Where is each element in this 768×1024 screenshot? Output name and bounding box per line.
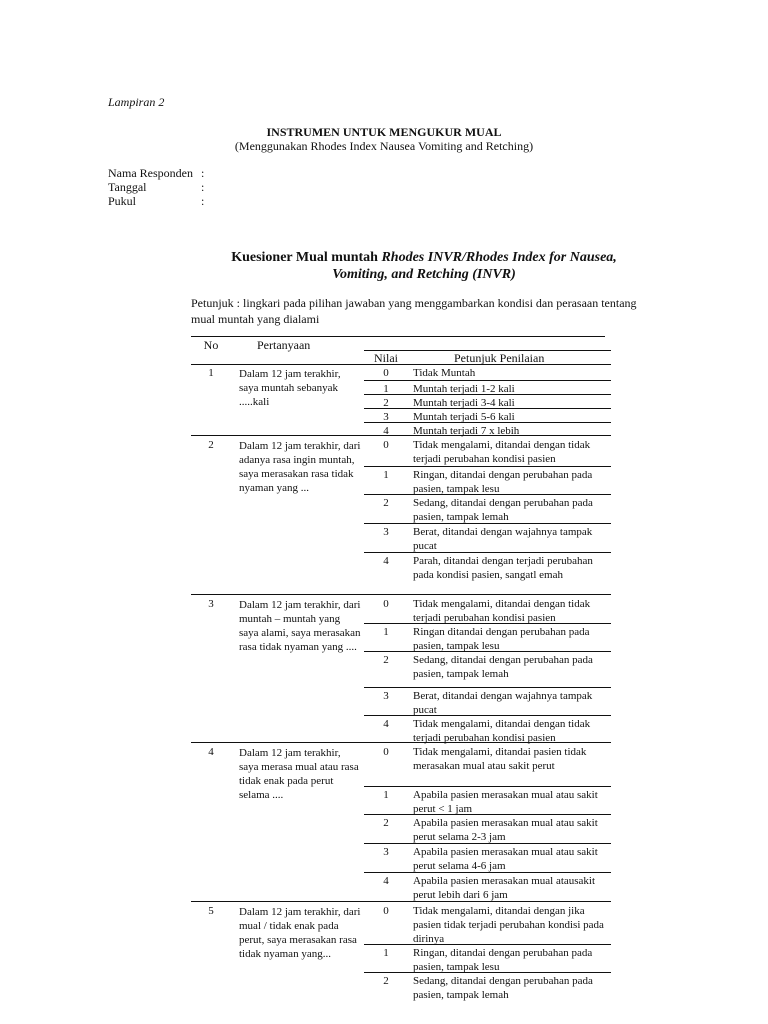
option-description: Sedang, ditandai dengan perubahan pada pasien, tampak lemah [413, 497, 593, 523]
option-description: Ringan ditandai dengan perubahan pada pasien, tampak lesu [413, 626, 590, 652]
questionnaire-title [160, 249, 688, 283]
option-description: Apabila pasien merasakan mual atau sakit perut selama 4-6 jam [413, 846, 598, 872]
option-score[interactable]: 0 [383, 439, 389, 451]
option-divider [364, 394, 611, 395]
option-divider [364, 814, 611, 815]
option-description: Apabila pasien merasakan mual atau sakit perut < 1 jam [413, 789, 598, 815]
option-divider [364, 944, 611, 945]
option-description: Tidak Muntah [413, 367, 476, 379]
field-tanggal [108, 180, 228, 195]
option-divider [364, 786, 611, 787]
question-number: 2 [208, 439, 214, 451]
question-number: 4 [208, 746, 214, 758]
option-score[interactable]: 1 [383, 626, 389, 638]
header-nilai: Nilai [374, 351, 398, 365]
instructions: Petunjuk : lingkari pada pilihan jawaban yang menggambarkan kondisi dan perasaan tentang mual muntah yang dialami [191, 296, 637, 326]
option-score[interactable]: 1 [383, 469, 389, 481]
option-description: Ringan, ditandai dengan perubahan pada pasien, tampak lesu [413, 469, 593, 495]
option-score[interactable]: 2 [383, 817, 389, 829]
questionnaire-title-plain: Kuesioner Mual muntah [231, 250, 382, 265]
option-divider [364, 408, 611, 409]
option-description: Apabila pasien merasakan mual atau sakit perut selama 2-3 jam [413, 817, 598, 843]
option-score[interactable]: 2 [383, 975, 389, 987]
option-description: Sedang, ditandai dengan perubahan pada pasien, tampak lemah [413, 654, 593, 680]
table-top-rule [191, 336, 605, 337]
document-title: INSTRUMEN UNTUK MENGUKUR MUAL [266, 125, 502, 139]
option-score[interactable]: 0 [383, 598, 389, 610]
question-text: Dalam 12 jam terakhir, saya merasa mual atau rasa tidak enak pada perut selama .... [239, 747, 359, 801]
question-divider [191, 742, 611, 743]
header-no: No [203, 338, 219, 352]
field-label: Nama Responden [108, 166, 193, 180]
option-description: Tidak mengalami, ditandai dengan jika pasien tidak terjadi perubahan kondisi pada dirinya [413, 905, 604, 945]
question-text: Dalam 12 jam terakhir, dari mual / tidak enak pada perut, saya merasakan rasa tidak nyaman yang... [239, 906, 361, 960]
option-score[interactable]: 0 [383, 905, 389, 917]
option-description: Muntah terjadi 5-6 kali [413, 411, 515, 423]
option-description: Muntah terjadi 3-4 kali [413, 397, 515, 409]
option-divider [364, 687, 611, 688]
field-pukul [108, 194, 228, 209]
option-description: Tidak mengalami, ditandai dengan tidak terjadi perubahan kondisi pasien [413, 718, 591, 744]
field-label: Tanggal [108, 180, 147, 194]
field-colon: : [201, 166, 205, 180]
option-description: Ringan, ditandai dengan perubahan pada pasien, tampak lesu [413, 947, 593, 973]
option-description: Parah, ditandai dengan terjadi perubahan pada kondisi pasien, sangatl emah [413, 555, 593, 581]
question-text: Dalam 12 jam terakhir, dari muntah – muntah yang saya alami, saya merasakan rasa tidak nyaman yang .... [239, 599, 361, 653]
option-score[interactable]: 3 [383, 526, 389, 538]
option-divider [364, 972, 611, 973]
option-score[interactable]: 0 [383, 746, 389, 758]
option-score[interactable]: 0 [383, 367, 389, 379]
option-description: Tidak mengalami, ditandai dengan tidak terjadi perubahan kondisi pasien [413, 439, 591, 465]
option-description: Sedang, ditandai dengan perubahan pada pasien, tampak lemah [413, 975, 593, 1001]
option-divider [364, 552, 611, 553]
option-score[interactable]: 3 [383, 690, 389, 702]
option-score[interactable]: 4 [383, 875, 389, 887]
appendix-label: Lampiran 2 [108, 95, 165, 109]
question-divider [191, 901, 611, 902]
option-description: Muntah terjadi 7 x lebih [413, 425, 520, 437]
option-score[interactable]: 1 [383, 789, 389, 801]
option-divider [364, 715, 611, 716]
option-score[interactable]: 4 [383, 718, 389, 730]
option-divider [364, 422, 611, 423]
option-description: Apabila pasien merasakan mual atausakit perut lebih dari 6 jam [413, 875, 596, 901]
option-divider [364, 466, 611, 467]
option-score[interactable]: 3 [383, 411, 389, 423]
option-score[interactable]: 3 [383, 846, 389, 858]
header-petunjuk-penilaian: Petunjuk Penilaian [454, 351, 545, 365]
question-text: Dalam 12 jam terakhir, saya muntah sebanyak .....kali [239, 368, 341, 408]
questionnaire-title-italic-1: Rhodes INVR/Rhodes Index for Nausea, [381, 250, 617, 265]
option-score[interactable]: 1 [383, 383, 389, 395]
field-colon: : [201, 194, 205, 208]
option-divider [364, 494, 611, 495]
field-label: Pukul [108, 194, 137, 208]
question-number: 1 [208, 367, 214, 379]
option-score[interactable]: 1 [383, 947, 389, 959]
question-divider [191, 594, 611, 595]
document-subtitle: (Menggunakan Rhodes Index Nausea Vomiting and Retching) [234, 139, 534, 153]
questionnaire-title-italic-2: Vomiting, and Retching (INVR) [332, 267, 516, 282]
option-divider [364, 843, 611, 844]
option-score[interactable]: 4 [383, 555, 389, 567]
field-colon: : [201, 180, 205, 194]
option-score[interactable]: 2 [383, 497, 389, 509]
option-score[interactable]: 2 [383, 654, 389, 666]
option-divider [364, 651, 611, 652]
option-divider [364, 623, 611, 624]
option-score[interactable]: 2 [383, 397, 389, 409]
option-description: Tidak mengalami, ditandai dengan tidak terjadi perubahan kondisi pasien [413, 598, 591, 624]
option-description: Tidak mengalami, ditandai pasien tidak merasakan mual atau sakit perut [413, 746, 587, 772]
option-description: Muntah terjadi 1-2 kali [413, 383, 515, 395]
header-pertanyaan: Pertanyaan [257, 338, 311, 352]
question-number: 3 [208, 598, 214, 610]
field-nama-responden [108, 166, 228, 181]
option-description: Berat, ditandai dengan wajahnya tampak pucat [413, 526, 593, 552]
header-bottom-rule [191, 364, 611, 365]
question-number: 5 [208, 905, 214, 917]
option-score[interactable]: 4 [383, 425, 389, 437]
question-text: Dalam 12 jam terakhir, dari adanya rasa ingin muntah, saya merasakan rasa tidak nyaman yang ... [239, 440, 361, 494]
option-divider [364, 872, 611, 873]
question-divider [191, 435, 611, 436]
option-description: Berat, ditandai dengan wajahnya tampak pucat [413, 690, 593, 716]
option-divider [364, 380, 611, 381]
option-divider [364, 523, 611, 524]
